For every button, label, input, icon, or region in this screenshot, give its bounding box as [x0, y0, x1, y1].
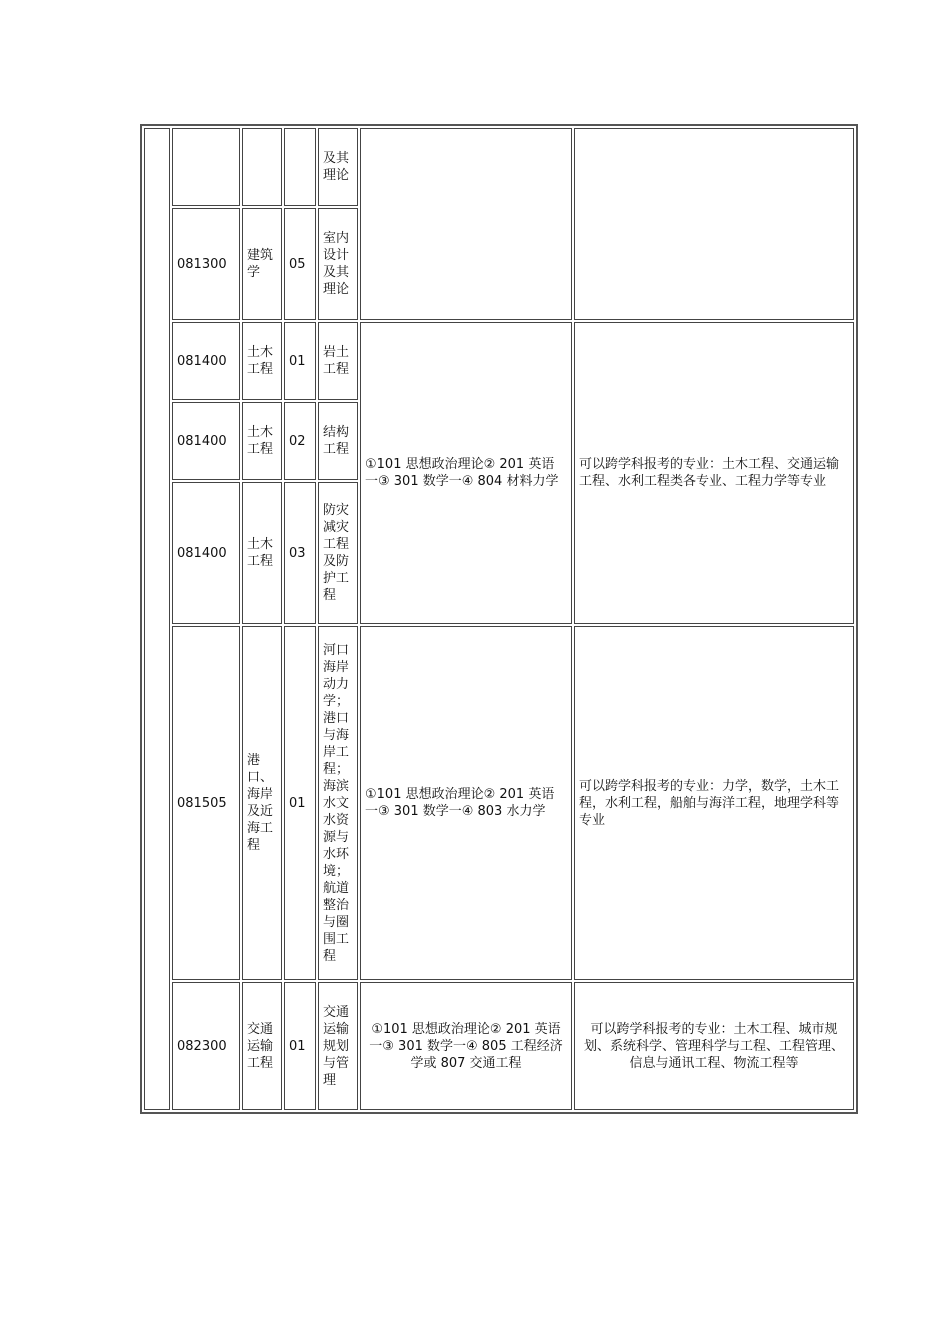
cross-discipline-note: 可以跨学科报考的专业：土木工程、交通运输工程、水利工程类各专业、工程力学等专业 — [574, 322, 854, 624]
direction-name: 室内设计及其理论 — [318, 208, 358, 320]
cross-discipline-note: 可以跨学科报考的专业：土木工程、城市规划、系统科学、管理科学与工程、工程管理、信息与通讯工程、物流工程等 — [574, 982, 854, 1110]
table-row — [144, 322, 854, 400]
program-code: 081400 — [172, 322, 240, 400]
direction-name: 河口海岸动力学；港口与海岸工程；海滨水文水资源与水环境；航道整治与圈围工程 — [318, 626, 358, 980]
program-code: 081505 — [172, 626, 240, 980]
direction-number: 05 — [284, 208, 316, 320]
cross-discipline-note — [574, 128, 854, 320]
direction-name: 防灾减灾工程及防护工程 — [318, 482, 358, 624]
program-code: 081400 — [172, 482, 240, 624]
program-code: 081400 — [172, 402, 240, 480]
direction-name: 岩土工程 — [318, 322, 358, 400]
table-row — [144, 128, 854, 206]
program-name: 土木工程 — [242, 402, 282, 480]
program-name: 土木工程 — [242, 482, 282, 624]
left-margin-cell — [144, 128, 170, 1110]
program-code: 081300 — [172, 208, 240, 320]
admissions-table — [140, 124, 858, 1114]
program-name: 交通运输工程 — [242, 982, 282, 1110]
table-row — [144, 626, 854, 980]
cross-discipline-note: 可以跨学科报考的专业：力学，数学，土木工程，水利工程，船舶与海洋工程，地理学科等专业 — [574, 626, 854, 980]
exam-subjects: ①101 思想政治理论② 201 英语一③ 301 数学一④ 804 材料力学 — [360, 322, 572, 624]
direction-number: 03 — [284, 482, 316, 624]
program-code — [172, 128, 240, 206]
program-name: 建筑学 — [242, 208, 282, 320]
program-code: 082300 — [172, 982, 240, 1110]
exam-subjects: ①101 思想政治理论② 201 英语一③ 301 数学一④ 803 水力学 — [360, 626, 572, 980]
direction-number: 01 — [284, 322, 316, 400]
program-name: 土木工程 — [242, 322, 282, 400]
table-row — [144, 982, 854, 1110]
document-page — [140, 124, 858, 1114]
direction-number: 01 — [284, 982, 316, 1110]
exam-subjects — [360, 128, 572, 320]
program-name — [242, 128, 282, 206]
direction-number: 02 — [284, 402, 316, 480]
direction-name: 及其理论 — [318, 128, 358, 206]
direction-number — [284, 128, 316, 206]
direction-name: 结构工程 — [318, 402, 358, 480]
direction-number: 01 — [284, 626, 316, 980]
exam-subjects: ①101 思想政治理论② 201 英语一③ 301 数学一④ 805 工程经济学或 807 交通工程 — [360, 982, 572, 1110]
direction-name: 交通运输规划与管理 — [318, 982, 358, 1110]
program-name: 港口、海岸及近海工程 — [242, 626, 282, 980]
